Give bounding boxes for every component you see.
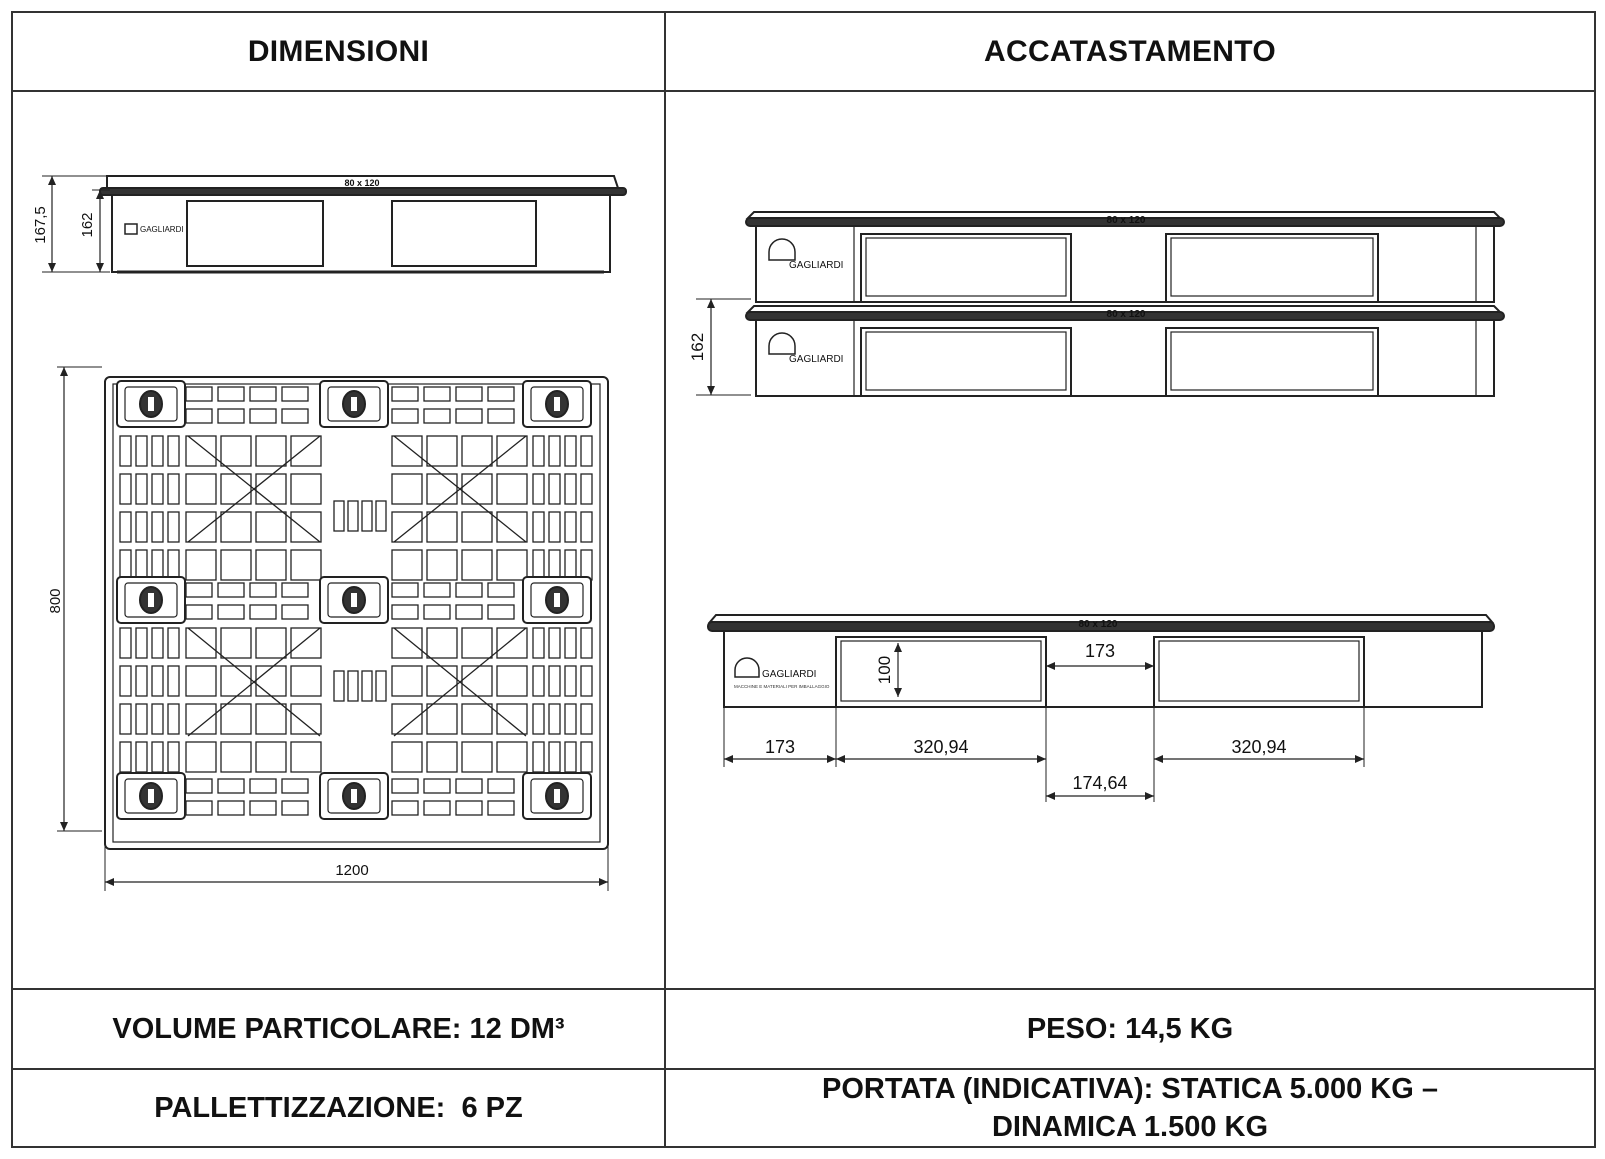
dim-opening-height: 100 <box>875 655 894 685</box>
dim-center-block: 174,64 <box>1072 773 1128 793</box>
dim-overall-height: 167,5 <box>32 206 49 244</box>
stack-brand-bottom: GAGLIARDI <box>789 354 844 365</box>
dim-opening-left: 320,94 <box>913 737 969 757</box>
pallet-top-view <box>57 367 608 891</box>
weight-cell: PESO: 14,5 KG <box>1026 1013 1234 1045</box>
header-dimensions: DIMENSIONI <box>247 34 430 68</box>
stack-brand-top: GAGLIARDI <box>789 260 844 271</box>
palletization-cell: PALLETTIZZAZIONE: 6 PZ <box>154 1092 523 1124</box>
capacity-line-1: PORTATA (INDICATIVA): STATICA 5.000 KG – <box>822 1073 1438 1105</box>
detail-brand: GAGLIARDI <box>762 669 817 680</box>
dimensions-drawing <box>12 91 665 989</box>
dim-edge-block: 173 <box>764 737 796 757</box>
pallet-side-view <box>42 176 626 272</box>
capacity-line-2: DINAMICA 1.500 KG <box>991 1111 1269 1143</box>
dim-width: 1200 <box>335 862 369 879</box>
dim-side-height: 162 <box>79 212 96 238</box>
capacity-cell <box>665 1069 1595 1147</box>
side-brand: GAGLIARDI <box>140 225 184 234</box>
detail-brand-tagline: MACCHINE E MATERIALI PER IMBALLAGGIO <box>734 684 830 689</box>
dim-stack-height: 162 <box>688 332 707 362</box>
side-label-80x120: 80 x 120 <box>344 178 380 188</box>
header-stacking: ACCATASTAMENTO <box>984 34 1276 68</box>
dim-block-top: 173 <box>1084 641 1116 661</box>
stack-label-bottom: 80 x 120 <box>1106 309 1146 320</box>
dim-depth: 800 <box>47 588 64 614</box>
dim-opening-right: 320,94 <box>1231 737 1287 757</box>
stack-label-top: 80 x 120 <box>1106 215 1146 226</box>
stacking-drawing <box>666 92 1594 988</box>
detail-label: 80 x 120 <box>1078 619 1118 630</box>
stacked-pallets <box>696 212 1504 396</box>
volume-cell: VOLUME PARTICOLARE: 12 DM³ <box>112 1013 565 1045</box>
